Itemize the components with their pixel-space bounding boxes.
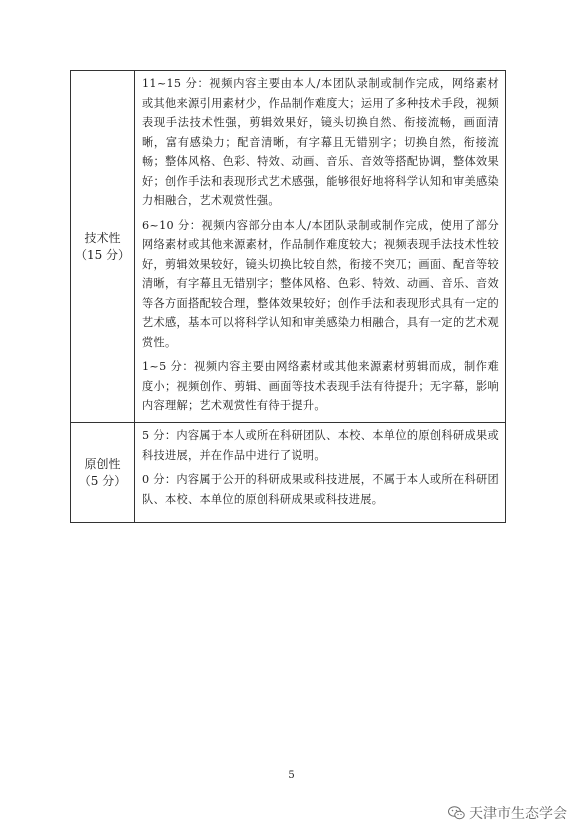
category-score: （15 分）	[74, 247, 131, 262]
category-score: （5 分）	[78, 473, 127, 488]
category-name: 原创性	[84, 456, 121, 471]
scoring-table	[70, 70, 506, 523]
criteria-cell	[135, 71, 506, 423]
category-cell	[71, 71, 135, 423]
criteria-paragraph: 6~10 分：视频内容部分由本人/本团队录制或制作完成，使用了部分网络素材或其他来源素材，作品制作难度较大；视频表现手法技术性较好，剪辑效果较好，镜头切换比较自然，衔接不突兀；画面、配音等较清晰，有字幕且无错别字；整体风格、色彩、特效、动画、音乐、音效等各方面搭配较合理，整体效果较好；创作手法和表现形式具有一定的艺术感，基本可以将科学认知和审美感染力相融合，具有一定的艺术观赏性。	[142, 218, 499, 349]
criteria-paragraph: 11~15 分：视频内容主要由本人/本团队录制或制作完成，网络素材或其他来源引用素材少，作品制作难度大；运用了多种技术手段，视频表现手法技术性强，剪辑效果好，镜头切换自然、衔接流畅，画面清晰，富有感染力；配音清晰，有字幕且无错别字；切换自然，衔接流畅；整体风格、色彩、特效、动画、音乐、音效等搭配协调，整体效果好；创作手法和表现形式艺术感强，能够很好地将科学认知和审美感染力相融合，艺术观赏性强。	[142, 77, 499, 207]
category-cell	[71, 423, 135, 523]
watermark	[448, 803, 567, 823]
category-name: 技术性	[84, 230, 121, 245]
criteria-paragraph: 1~5 分：视频内容主要由网络素材或其他来源素材剪辑而成，制作难度小；视频创作、剪辑、画面等技术表现手法有待提升；无字幕，影响内容理解；艺术观赏性有待于提升。	[142, 360, 499, 412]
criteria-paragraph: 0 分：内容属于公开的科研成果或科技进展，不属于本人或所在科研团队、本校、本单位的原创科研成果或科技进展。	[142, 473, 499, 506]
table-row-technical	[71, 71, 506, 423]
criteria-paragraph: 5 分：内容属于本人或所在科研团队、本校、本单位的原创科研成果或科技进展，并在作品中进行了说明。	[142, 429, 499, 462]
wechat-icon	[448, 806, 465, 820]
criteria-cell	[135, 423, 506, 523]
page-number: 5	[288, 770, 295, 781]
watermark-text: 天津市生态学会	[469, 806, 567, 822]
table-row-originality	[71, 423, 506, 523]
